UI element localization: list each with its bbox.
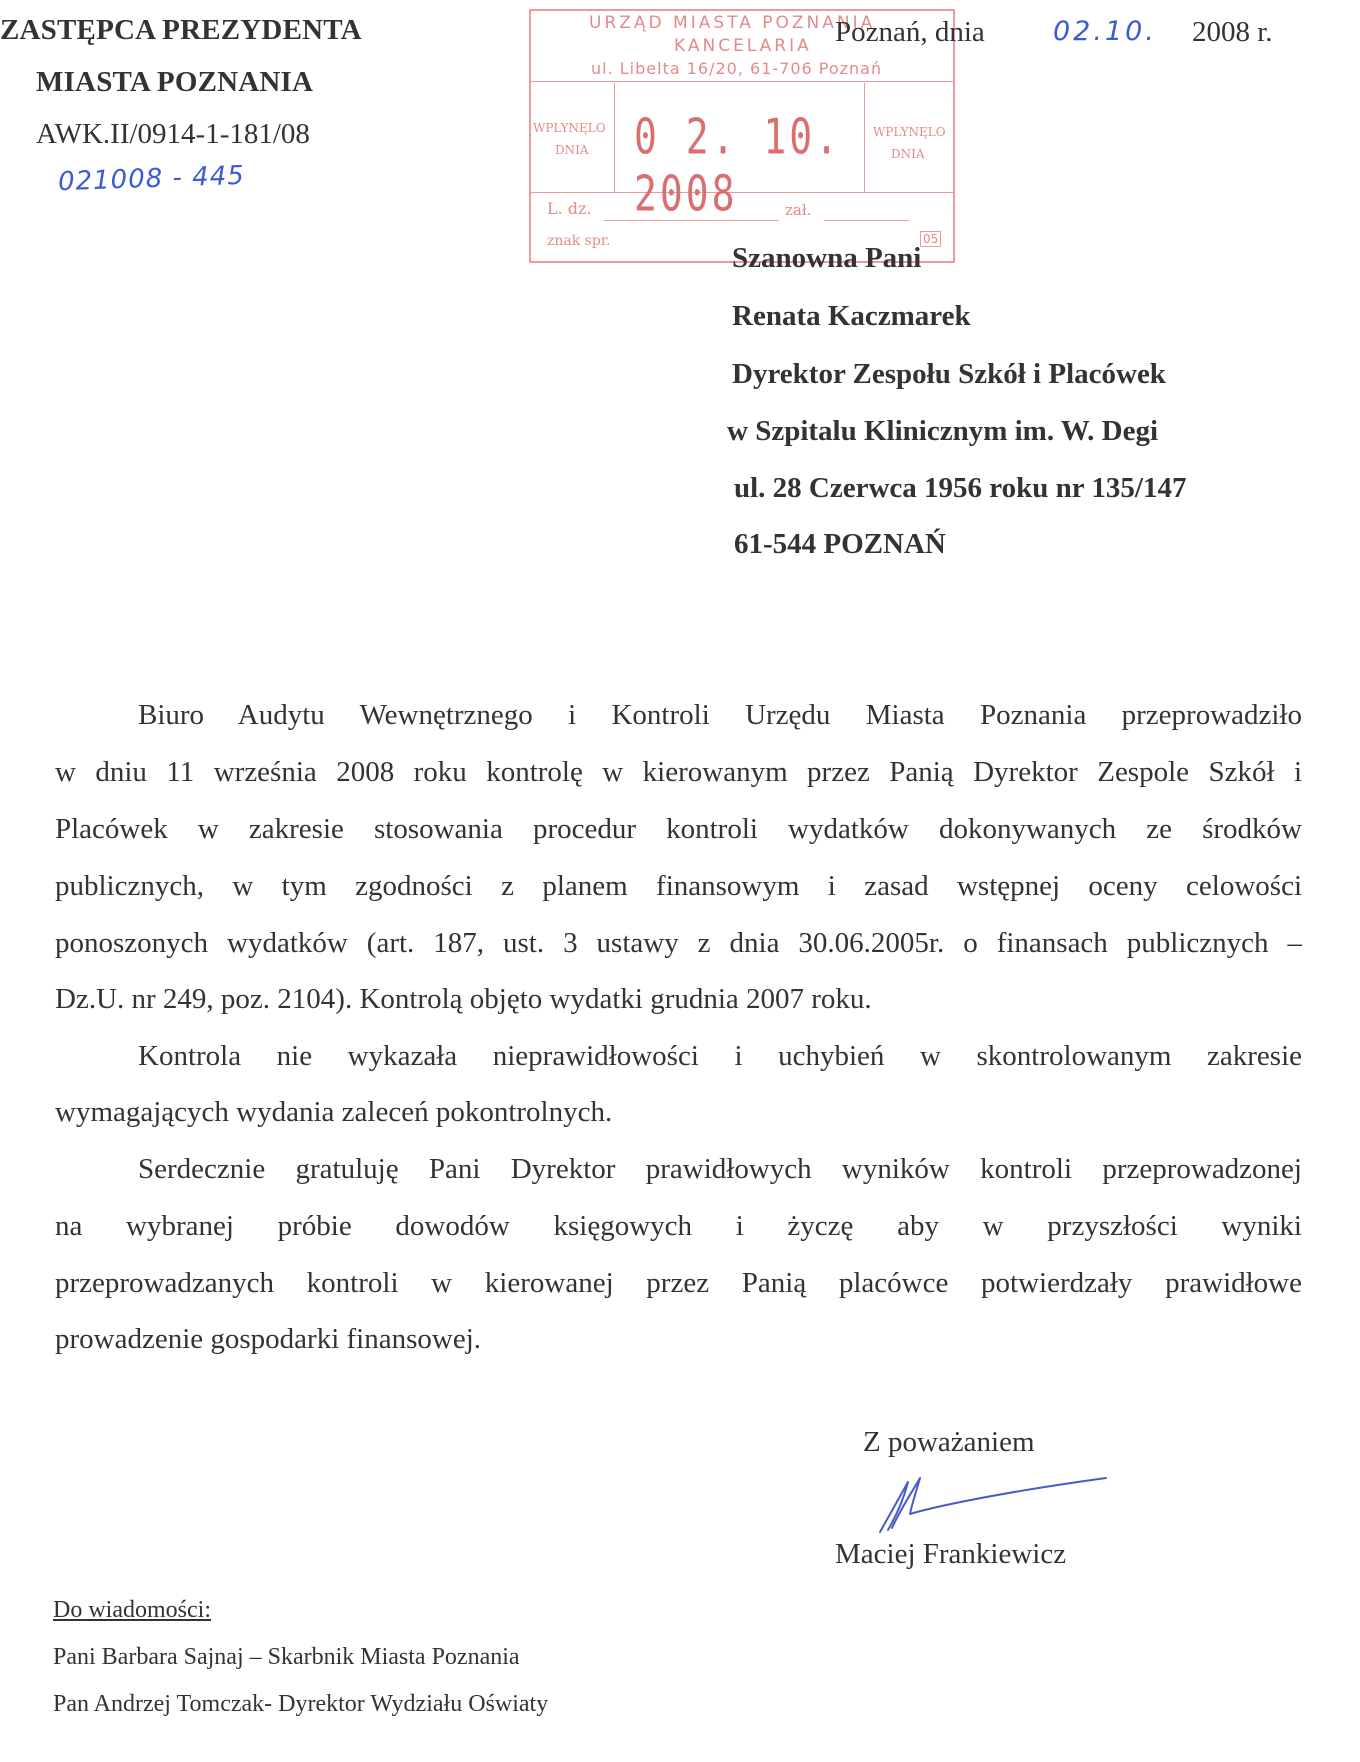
stamp-ldz-label: L. dz. bbox=[547, 199, 592, 218]
cc-heading: Do wiadomości: bbox=[53, 1597, 211, 1623]
stamp-ldz-line bbox=[604, 220, 779, 221]
addressee-position: Dyrektor Zespołu Szkół i Placówek bbox=[732, 358, 1166, 390]
reference-number: AWK.II/0914-1-181/08 bbox=[36, 118, 310, 150]
body-paragraph-1-line: Biuro Audytu Wewnętrznego i Kontroli Urzędu Miasta Poznania przeprowadziło bbox=[138, 699, 1302, 731]
body-paragraph-2-line: wymagających wydania zaleceń pokontrolnych. bbox=[55, 1096, 613, 1128]
stamp-right-label-1: WPLYNĘLO bbox=[873, 125, 946, 139]
stamp-office-name: URZĄD MIASTA POZNANIA bbox=[589, 13, 876, 33]
body-paragraph-3-line: przeprowadzanych kontroli w kierowanej przez Panią placówce potwierdzały prawidłowe bbox=[55, 1267, 1302, 1299]
salutation: Szanowna Pani bbox=[732, 242, 922, 274]
stamp-zal-label: zał. bbox=[785, 201, 812, 219]
cc-recipient: Pani Barbara Sajnaj – Skarbnik Miasta Poznania bbox=[53, 1644, 520, 1670]
stamp-left-label-2: DNIA bbox=[555, 143, 589, 157]
stamp-divider bbox=[529, 81, 953, 82]
body-paragraph-1-line: publicznych, w tym zgodności z planem finansowym i zasad wstępnej oceny celowości bbox=[55, 870, 1302, 902]
body-paragraph-1-line: ponoszonych wydatków (art. 187, ust. 3 ustawy z dnia 30.06.2005r. o finansach publicznych – bbox=[55, 927, 1302, 959]
body-paragraph-2-line: Kontrola nie wykazała nieprawidłowości i uchybień w skontrolowanym zakresie bbox=[138, 1040, 1302, 1072]
addressee-city: 61-544 POZNAŃ bbox=[734, 528, 946, 560]
stamp-received-date: 0 2. 10. 2008 bbox=[634, 107, 842, 223]
stamp-right-label-2: DNIA bbox=[891, 147, 925, 161]
closing-phrase: Z poważaniem bbox=[863, 1426, 1035, 1458]
addressee-institution: w Szpitalu Klinicznym im. W. Degi bbox=[727, 415, 1159, 447]
issuer-title-line1: ZASTĘPCA PREZYDENTA bbox=[0, 14, 362, 46]
stamp-corner-code: 05 bbox=[920, 231, 941, 247]
stamp-zal-line bbox=[824, 220, 909, 221]
body-paragraph-3-line: Serdecznie gratuluję Pani Dyrektor prawidłowych wyników kontroli przeprowadzonej bbox=[138, 1153, 1302, 1185]
addressee-street: ul. 28 Czerwca 1956 roku nr 135/147 bbox=[734, 472, 1187, 504]
stamp-case-sign-label: znak spr. bbox=[547, 233, 611, 249]
date-year: 2008 r. bbox=[1192, 16, 1273, 48]
body-paragraph-1-line: Dz.U. nr 249, poz. 2104). Kontrolą objęto wydatki grudnia 2007 roku. bbox=[55, 983, 872, 1015]
stamp-address: ul. Libelta 16/20, 61-706 Poznań bbox=[591, 59, 883, 78]
stamp-department: KANCELARIA bbox=[674, 36, 812, 56]
signer-name: Maciej Frankiewicz bbox=[835, 1538, 1067, 1570]
stamp-left-label-1: WPLYNĘLO bbox=[533, 121, 606, 135]
issuer-title-line2: MIASTA POZNANIA bbox=[36, 66, 314, 98]
handwritten-signature bbox=[870, 1470, 1110, 1540]
body-paragraph-3-line: na wybranej próbie dowodów księgowych i życzę aby w przyszłości wyniki bbox=[55, 1210, 1302, 1242]
cc-recipient: Pan Andrzej Tomczak- Dyrektor Wydziału Oświaty bbox=[53, 1691, 549, 1717]
place-and-date-label: Poznań, dnia bbox=[835, 16, 985, 48]
addressee-name: Renata Kaczmarek bbox=[732, 300, 971, 332]
body-paragraph-1-line: w dniu 11 września 2008 roku kontrolę w kierowanym przez Panią Dyrektor Zespole Szkół i bbox=[55, 756, 1302, 788]
body-paragraph-3-line: prowadzenie gospodarki finansowej. bbox=[55, 1323, 482, 1355]
handwritten-date: 02.10. bbox=[1053, 16, 1157, 47]
body-paragraph-1-line: Placówek w zakresie stosowania procedur kontroli wydatków dokonywanych ze środków bbox=[55, 813, 1302, 845]
handwritten-registration-number: 021008 - 445 bbox=[57, 160, 246, 198]
stamp-divider bbox=[614, 83, 615, 193]
